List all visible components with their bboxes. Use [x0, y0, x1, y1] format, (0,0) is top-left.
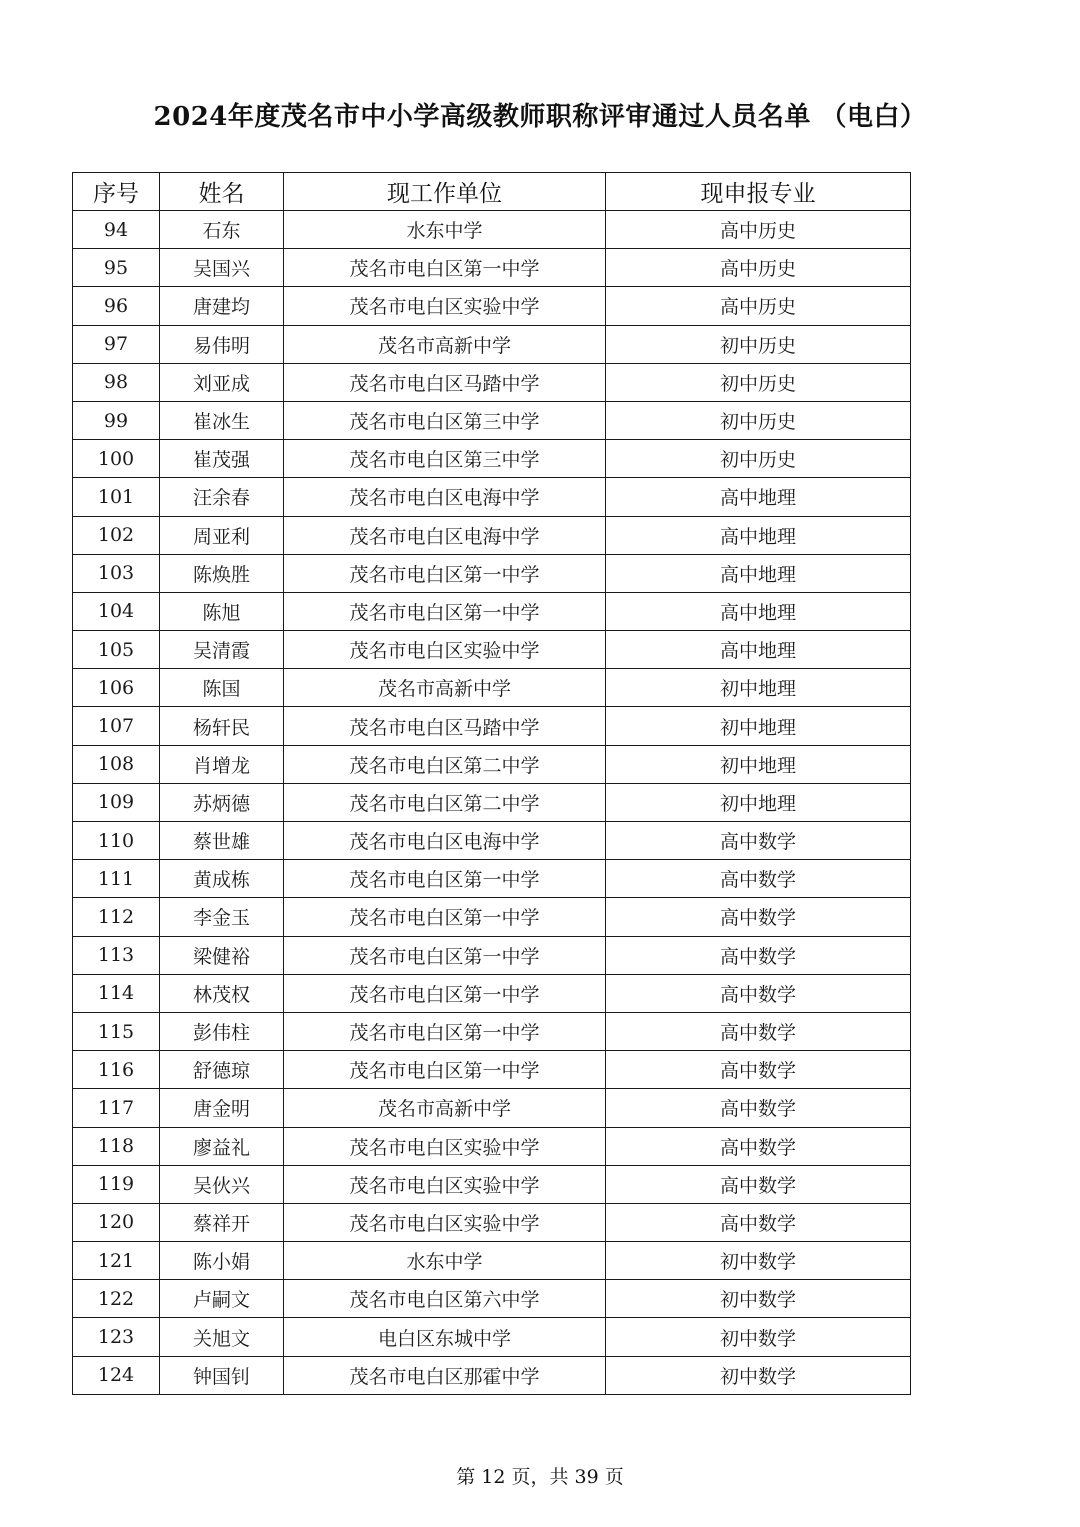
- table-row: [73, 516, 911, 554]
- applied-major-cell: 初中历史: [606, 325, 911, 363]
- name-cell: 周亚利: [160, 516, 284, 554]
- table-row: [73, 440, 911, 478]
- applied-major-cell: 初中数学: [606, 1280, 911, 1318]
- applied-major-cell: 高中历史: [606, 249, 911, 287]
- name-cell: 唐建均: [160, 287, 284, 325]
- name-cell: 廖益礼: [160, 1127, 284, 1165]
- serial-number-cell: 114: [73, 974, 160, 1012]
- applied-major-cell: 高中数学: [606, 1127, 911, 1165]
- work-unit-cell: 茂名市高新中学: [284, 669, 606, 707]
- applied-major-cell: 高中历史: [606, 211, 911, 249]
- table-row: [73, 1203, 911, 1241]
- applied-major-cell: 初中地理: [606, 707, 911, 745]
- table-row: [73, 287, 911, 325]
- applied-major-cell: 初中地理: [606, 783, 911, 821]
- name-cell: 崔茂强: [160, 440, 284, 478]
- name-cell: 崔冰生: [160, 401, 284, 439]
- serial-number-cell: 123: [73, 1318, 160, 1356]
- name-cell: 陈小娟: [160, 1242, 284, 1280]
- work-unit-cell: 茂名市电白区实验中学: [284, 1127, 606, 1165]
- table-row: [73, 860, 911, 898]
- applied-major-cell: 初中地理: [606, 669, 911, 707]
- work-unit-cell: 茂名市电白区第一中学: [284, 554, 606, 592]
- applied-major-cell: 初中历史: [606, 440, 911, 478]
- serial-number-cell: 96: [73, 287, 160, 325]
- name-cell: 蔡祥开: [160, 1203, 284, 1241]
- name-cell: 苏炳德: [160, 783, 284, 821]
- applied-major-cell: 初中历史: [606, 401, 911, 439]
- table-row: [73, 1280, 911, 1318]
- applied-major-cell: 高中数学: [606, 822, 911, 860]
- name-cell: 吴清霞: [160, 631, 284, 669]
- applied-major-cell: 初中历史: [606, 363, 911, 401]
- table-row: [73, 1051, 911, 1089]
- work-unit-cell: 茂名市电白区实验中学: [284, 631, 606, 669]
- applied-major-cell: 高中数学: [606, 1203, 911, 1241]
- table-row: [73, 822, 911, 860]
- table-row: [73, 631, 911, 669]
- serial-number-cell: 107: [73, 707, 160, 745]
- name-cell: 唐金明: [160, 1089, 284, 1127]
- applied-major-cell: 高中数学: [606, 1089, 911, 1127]
- work-unit-cell: 茂名市电白区第一中学: [284, 936, 606, 974]
- table-row: [73, 1165, 911, 1203]
- work-unit-cell: 茂名市电白区马踏中学: [284, 707, 606, 745]
- table-row: [73, 211, 911, 249]
- header-name: 姓名: [160, 173, 284, 211]
- applied-major-cell: 初中数学: [606, 1356, 911, 1394]
- applied-major-cell: 高中地理: [606, 631, 911, 669]
- table-row: [73, 783, 911, 821]
- work-unit-cell: 茂名市电白区第六中学: [284, 1280, 606, 1318]
- serial-number-cell: 101: [73, 478, 160, 516]
- applied-major-cell: 高中地理: [606, 592, 911, 630]
- serial-number-cell: 106: [73, 669, 160, 707]
- name-cell: 关旭文: [160, 1318, 284, 1356]
- name-cell: 舒德琼: [160, 1051, 284, 1089]
- serial-number-cell: 117: [73, 1089, 160, 1127]
- serial-number-cell: 119: [73, 1165, 160, 1203]
- table-row: [73, 1089, 911, 1127]
- serial-number-cell: 118: [73, 1127, 160, 1165]
- serial-number-cell: 124: [73, 1356, 160, 1394]
- serial-number-cell: 104: [73, 592, 160, 630]
- applied-major-cell: 高中数学: [606, 1165, 911, 1203]
- work-unit-cell: 茂名市电白区第一中学: [284, 592, 606, 630]
- table-header: [73, 173, 911, 211]
- serial-number-cell: 122: [73, 1280, 160, 1318]
- serial-number-cell: 116: [73, 1051, 160, 1089]
- work-unit-cell: 电白区东城中学: [284, 1318, 606, 1356]
- serial-number-cell: 115: [73, 1012, 160, 1050]
- table-body: [73, 211, 911, 1395]
- name-cell: 杨轩民: [160, 707, 284, 745]
- work-unit-cell: 水东中学: [284, 211, 606, 249]
- work-unit-cell: 茂名市电白区第一中学: [284, 1012, 606, 1050]
- name-cell: 蔡世雄: [160, 822, 284, 860]
- name-cell: 吴国兴: [160, 249, 284, 287]
- document-title: 2024年度茂名市中小学高级教师职称评审通过人员名单 （电白）: [153, 102, 927, 132]
- applied-major-cell: 初中数学: [606, 1318, 911, 1356]
- applied-major-cell: 高中数学: [606, 860, 911, 898]
- applied-major-cell: 高中地理: [606, 554, 911, 592]
- serial-number-cell: 109: [73, 783, 160, 821]
- work-unit-cell: 茂名市高新中学: [284, 1089, 606, 1127]
- header-applied-major: 现申报专业: [606, 173, 911, 211]
- applied-major-cell: 高中数学: [606, 1012, 911, 1050]
- applied-major-cell: 高中数学: [606, 898, 911, 936]
- work-unit-cell: 茂名市电白区第三中学: [284, 401, 606, 439]
- work-unit-cell: 茂名市电白区第二中学: [284, 783, 606, 821]
- serial-number-cell: 113: [73, 936, 160, 974]
- table-row: [73, 325, 911, 363]
- work-unit-cell: 茂名市电白区第一中学: [284, 898, 606, 936]
- name-cell: 黄成栋: [160, 860, 284, 898]
- name-cell: 刘亚成: [160, 363, 284, 401]
- serial-number-cell: 100: [73, 440, 160, 478]
- serial-number-cell: 120: [73, 1203, 160, 1241]
- table-row: [73, 1127, 911, 1165]
- table-row: [73, 249, 911, 287]
- work-unit-cell: 茂名市电白区电海中学: [284, 478, 606, 516]
- table-row: [73, 707, 911, 745]
- applied-major-cell: 高中地理: [606, 516, 911, 554]
- name-cell: 石东: [160, 211, 284, 249]
- table-row: [73, 1318, 911, 1356]
- name-cell: 卢嗣文: [160, 1280, 284, 1318]
- applied-major-cell: 高中数学: [606, 936, 911, 974]
- name-cell: 易伟明: [160, 325, 284, 363]
- table-row: [73, 401, 911, 439]
- table-row: [73, 898, 911, 936]
- applied-major-cell: 高中数学: [606, 974, 911, 1012]
- work-unit-cell: 茂名市电白区实验中学: [284, 287, 606, 325]
- page-footer: 第 12 页，共 39 页: [456, 1466, 624, 1488]
- serial-number-cell: 112: [73, 898, 160, 936]
- serial-number-cell: 95: [73, 249, 160, 287]
- table-row: [73, 745, 911, 783]
- serial-number-cell: 94: [73, 211, 160, 249]
- serial-number-cell: 98: [73, 363, 160, 401]
- work-unit-cell: 茂名市电白区第一中学: [284, 974, 606, 1012]
- serial-number-cell: 111: [73, 860, 160, 898]
- serial-number-cell: 110: [73, 822, 160, 860]
- table-row: [73, 592, 911, 630]
- name-cell: 梁健裕: [160, 936, 284, 974]
- name-cell: 林茂权: [160, 974, 284, 1012]
- serial-number-cell: 99: [73, 401, 160, 439]
- approved-teachers-table: [72, 172, 911, 1395]
- table-row: [73, 554, 911, 592]
- applied-major-cell: 高中地理: [606, 478, 911, 516]
- table-row: [73, 669, 911, 707]
- name-cell: 陈国: [160, 669, 284, 707]
- work-unit-cell: 茂名市电白区电海中学: [284, 516, 606, 554]
- name-cell: 汪余春: [160, 478, 284, 516]
- applied-major-cell: 初中地理: [606, 745, 911, 783]
- serial-number-cell: 108: [73, 745, 160, 783]
- work-unit-cell: 茂名市电白区实验中学: [284, 1165, 606, 1203]
- serial-number-cell: 97: [73, 325, 160, 363]
- work-unit-cell: 茂名市电白区第一中学: [284, 1051, 606, 1089]
- work-unit-cell: 茂名市电白区电海中学: [284, 822, 606, 860]
- name-cell: 陈焕胜: [160, 554, 284, 592]
- work-unit-cell: 茂名市电白区第一中学: [284, 860, 606, 898]
- header-serial-number: 序号: [73, 173, 160, 211]
- table-row: [73, 1356, 911, 1394]
- name-cell: 钟国钊: [160, 1356, 284, 1394]
- work-unit-cell: 茂名市电白区马踏中学: [284, 363, 606, 401]
- serial-number-cell: 103: [73, 554, 160, 592]
- name-cell: 李金玉: [160, 898, 284, 936]
- work-unit-cell: 茂名市电白区实验中学: [284, 1203, 606, 1241]
- header-work-unit: 现工作单位: [284, 173, 606, 211]
- work-unit-cell: 茂名市电白区那霍中学: [284, 1356, 606, 1394]
- name-cell: 陈旭: [160, 592, 284, 630]
- table-row: [73, 1012, 911, 1050]
- applied-major-cell: 高中历史: [606, 287, 911, 325]
- table-row: [73, 363, 911, 401]
- name-cell: 肖增龙: [160, 745, 284, 783]
- work-unit-cell: 水东中学: [284, 1242, 606, 1280]
- applied-major-cell: 高中数学: [606, 1051, 911, 1089]
- header-row: [73, 173, 911, 211]
- name-cell: 彭伟柱: [160, 1012, 284, 1050]
- work-unit-cell: 茂名市高新中学: [284, 325, 606, 363]
- serial-number-cell: 102: [73, 516, 160, 554]
- table-row: [73, 478, 911, 516]
- work-unit-cell: 茂名市电白区第一中学: [284, 249, 606, 287]
- table-row: [73, 936, 911, 974]
- name-cell: 吴伙兴: [160, 1165, 284, 1203]
- table-row: [73, 1242, 911, 1280]
- work-unit-cell: 茂名市电白区第三中学: [284, 440, 606, 478]
- work-unit-cell: 茂名市电白区第二中学: [284, 745, 606, 783]
- serial-number-cell: 121: [73, 1242, 160, 1280]
- serial-number-cell: 105: [73, 631, 160, 669]
- applied-major-cell: 初中数学: [606, 1242, 911, 1280]
- table-row: [73, 974, 911, 1012]
